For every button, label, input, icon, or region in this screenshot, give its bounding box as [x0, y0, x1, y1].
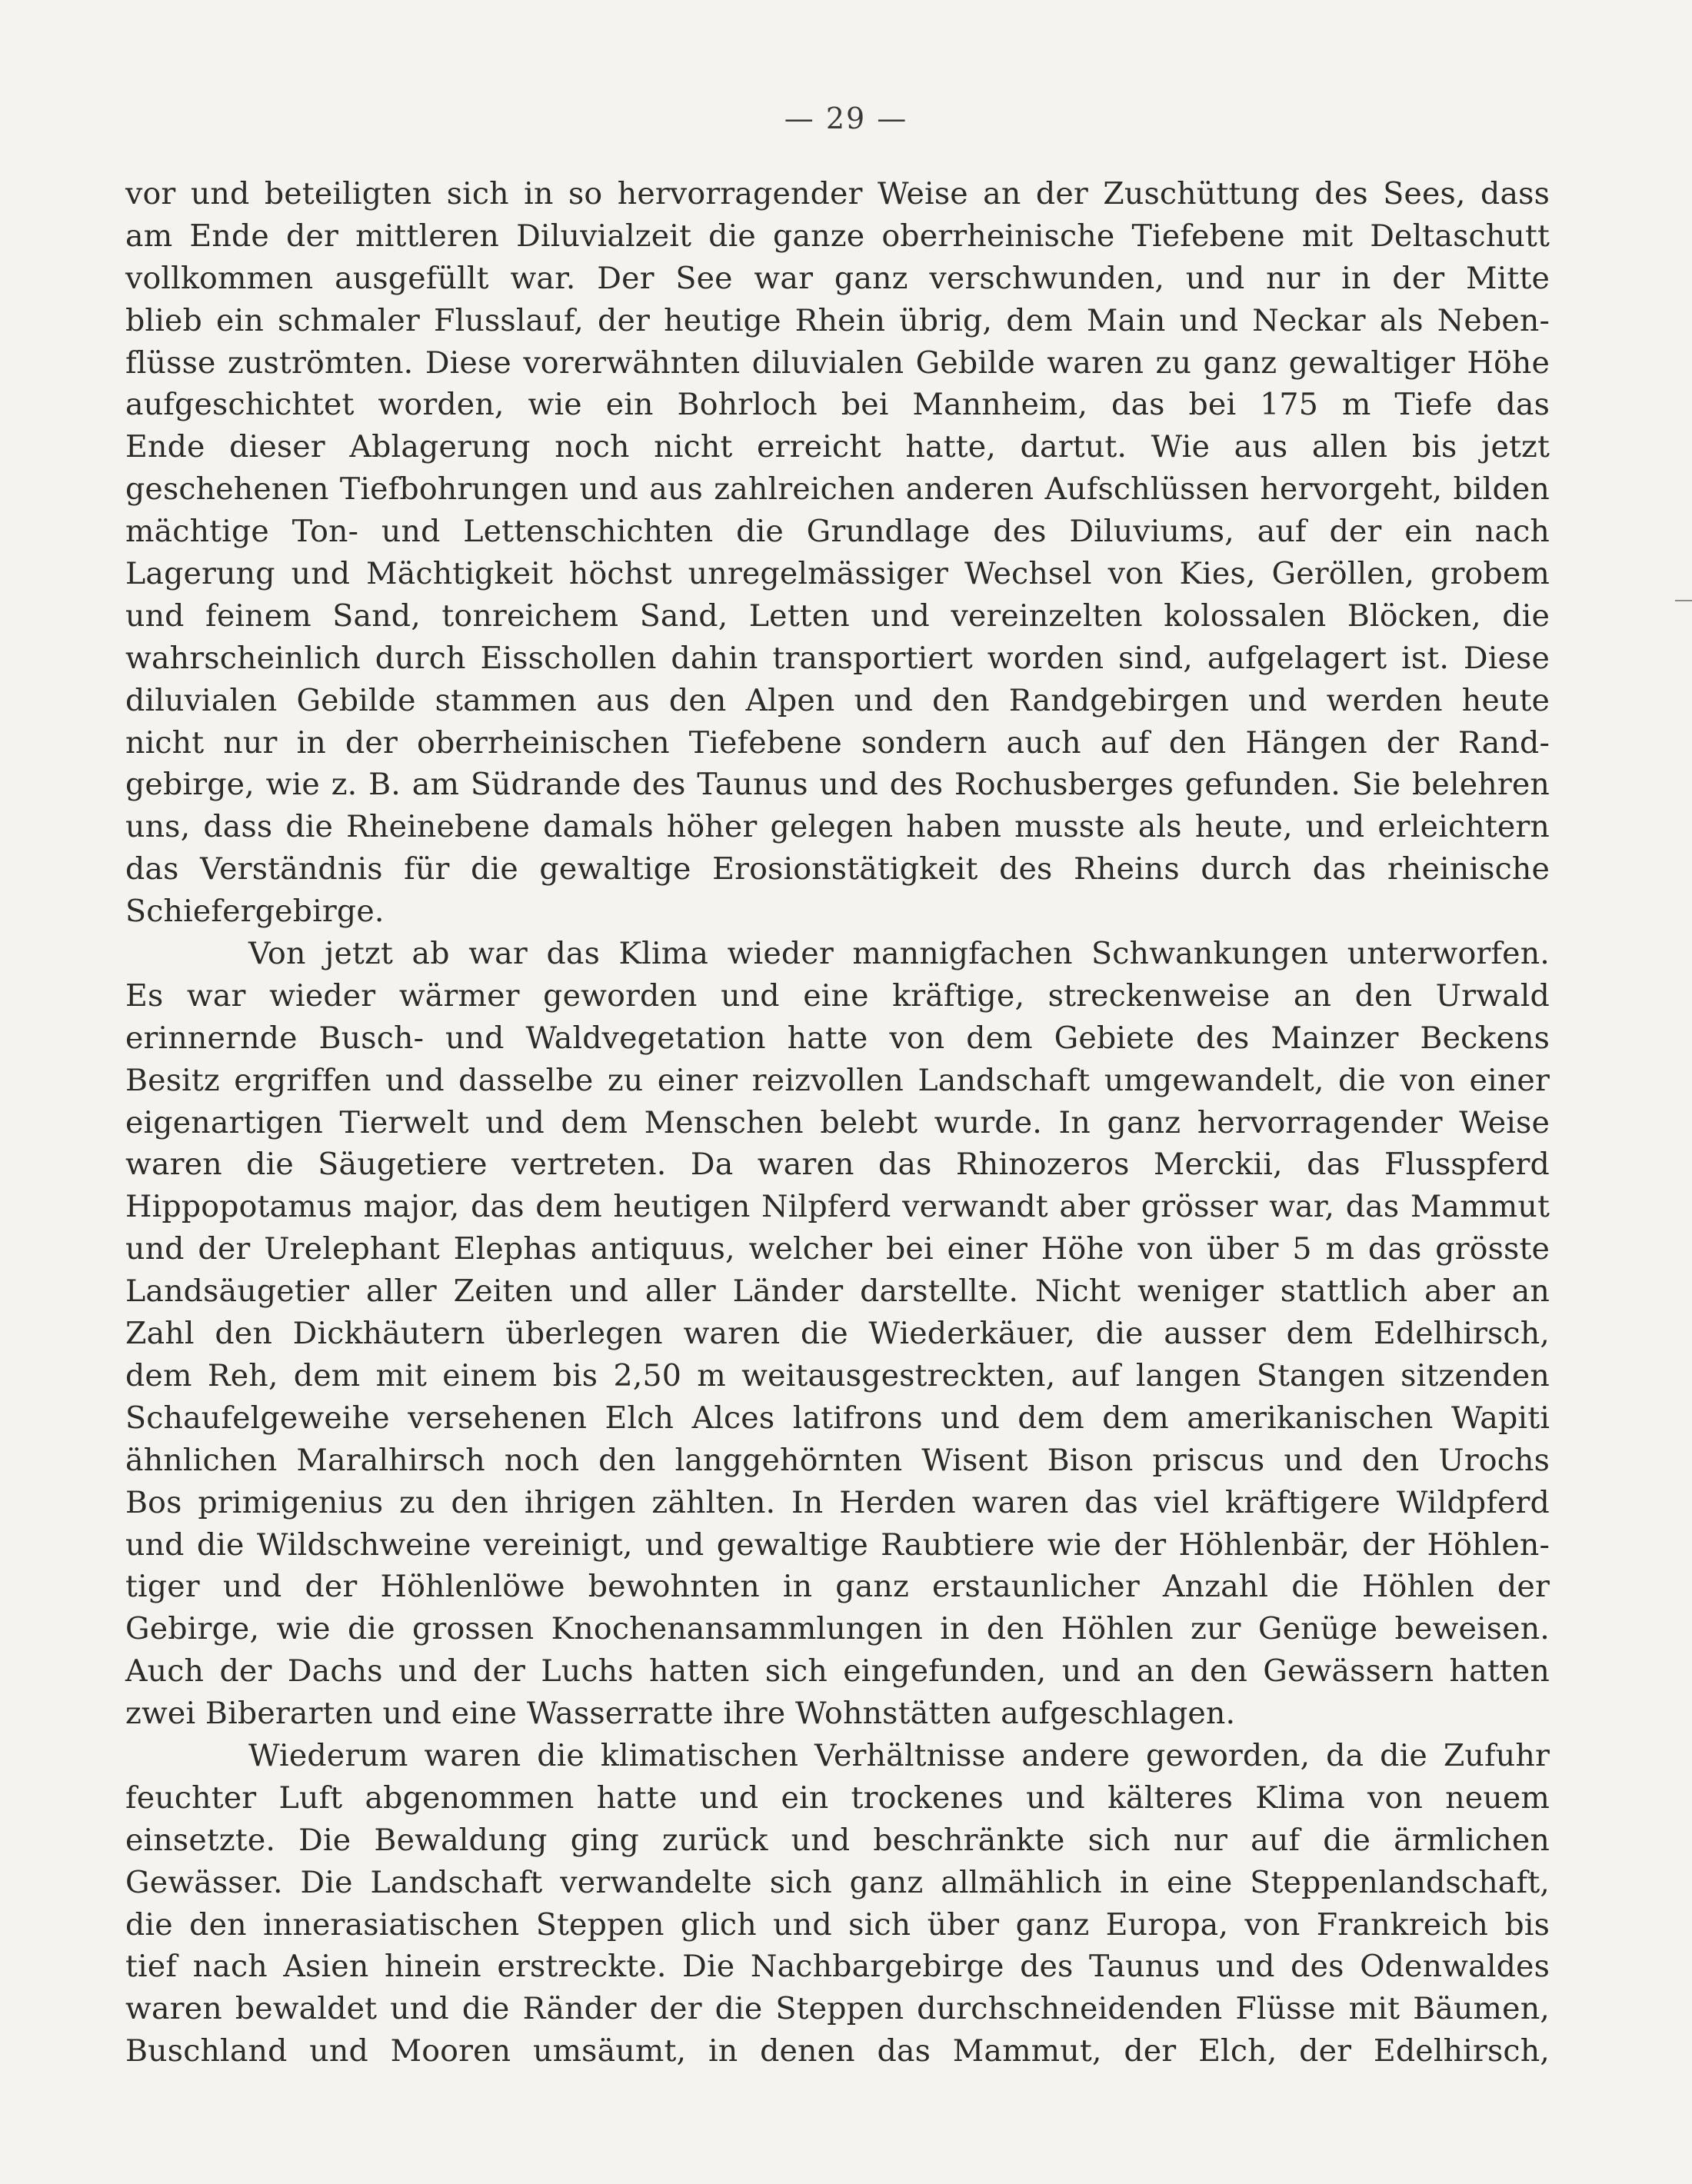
text-line: Auch der Dachs und der Luchs hatten sich eingefunden, und an den Gewässern hatten [125, 1653, 1550, 1690]
text-line: erinnernde Busch- und Waldvegetation hatte von dem Gebiete des Mainzer Beckens [125, 1020, 1550, 1056]
text-line: eigenartigen Tierwelt und dem Menschen belebt wurde. In ganz hervorragender Weise [125, 1104, 1550, 1140]
text-line: Gewässer. Die Landschaft verwandelte sich ganz allmählich in eine Steppenlandschaft, [125, 1864, 1550, 1900]
text-line: Besitz ergriffen und dasselbe zu einer reizvollen Landschaft umgewandelt, die von einer [125, 1062, 1550, 1098]
text-line: mächtige Ton- und Lettenschichten die Grundlage des Diluviums, auf der ein nach [125, 514, 1550, 550]
text-line: Zahl den Dickhäutern überlegen waren die Wiederkäuer, die ausser dem Edelhirsch, [125, 1316, 1550, 1352]
text-line: Landsäugetier aller Zeiten und aller Länder darstellte. Nicht weniger stattlich aber an [125, 1273, 1550, 1310]
text-line: flüsse zuströmten. Diese vorerwähnten diluvialen Gebilde waren zu ganz gewaltiger Höhe [125, 345, 1550, 381]
text-line: und die Wildschweine vereinigt, und gewaltige Raubtiere wie der Höhlenbär, der Höhlen- [125, 1526, 1550, 1563]
text-line: feuchter Luft abgenommen hatte und ein trockenes und kälteres Klima von neuem [125, 1779, 1550, 1816]
text-line: und der Urelephant Elephas antiquus, welcher bei einer Höhe von über 5 m das grösste [125, 1231, 1550, 1267]
text-line: das Verständnis für die gewaltige Erosionstätigkeit des Rheins durch das rheinische [125, 851, 1550, 887]
text-line: geschehenen Tiefbohrungen und aus zahlreichen anderen Aufschlüssen hervorgeht, bilden [125, 471, 1550, 508]
text-line: und feinem Sand, tonreichem Sand, Letten und vereinzelten kolossalen Blöcken, die [125, 598, 1550, 634]
margin-mark [1675, 600, 1692, 601]
text-line: Es war wieder wärmer geworden und eine kräftige, streckenweise an den Urwald [125, 977, 1550, 1014]
text-line: diluvialen Gebilde stammen aus den Alpen und den Randgebirgen und werden heute [125, 682, 1550, 718]
text-line: Bos primigenius zu den ihrigen zählten. In Herden waren das viel kräftigere Wildpferd [125, 1484, 1550, 1520]
text-line: waren die Säugetiere vertreten. Da waren das Rhinozeros Merckii, das Flusspferd [125, 1147, 1550, 1183]
text-line: tief nach Asien hinein erstreckte. Die Nachbargebirge des Taunus und des Odenwaldes [125, 1949, 1550, 1985]
page-number: — 29 — [784, 102, 908, 135]
text-line: ähnlichen Maralhirsch noch den langgehörnten Wisent Bison priscus und den Urochs [125, 1442, 1550, 1478]
text-line: die den innerasiatischen Steppen glich und sich über ganz Europa, von Frankreich bis [125, 1906, 1550, 1943]
text-line: blieb ein schmaler Flusslauf, der heutige Rhein übrig, dem Main und Neckar als Neben- [125, 302, 1550, 338]
text-line: dem Reh, dem mit einem bis 2,50 m weitausgestreckten, auf langen Stangen sitzenden [125, 1357, 1550, 1393]
text-line: gebirge, wie z. B. am Südrande des Taunus und des Rochusberges gefunden. Sie belehren [125, 767, 1550, 803]
text-line: Schaufelgeweihe versehenen Elch Alces latifrons und dem dem amerikanischen Wapiti [125, 1400, 1550, 1436]
text-line: Lagerung und Mächtigkeit höchst unregelmässiger Wechsel von Kies, Geröllen, grobem [125, 556, 1550, 592]
text-line: waren bewaldet und die Ränder der die Steppen durchschneidenden Flüsse mit Bäumen, [125, 1991, 1550, 2027]
text-line: uns, dass die Rheinebene damals höher gelegen haben musste als heute, und erleichtern [125, 809, 1550, 845]
text-line: nicht nur in der oberrheinischen Tiefebene sondern auch auf den Hängen der Rand- [125, 724, 1550, 761]
text-line: vollkommen ausgefüllt war. Der See war ganz verschwunden, und nur in der Mitte [125, 260, 1550, 296]
text-line: vor und beteiligten sich in so hervorragender Weise an der Zuschüttung des Sees, dass [125, 176, 1550, 211]
text-line: tiger und der Höhlenlöwe bewohnten in ganz erstaunlicher Anzahl die Höhlen der [125, 1569, 1550, 1605]
text-line: am Ende der mittleren Diluvialzeit die ganze oberrheinische Tiefebene mit Deltaschutt [125, 218, 1550, 254]
text-line: aufgeschichtet worden, wie ein Bohrloch bei Mannheim, das bei 175 m Tiefe das [125, 387, 1550, 423]
text-line: Hippopotamus major, das dem heutigen Nilpferd verwandt aber grösser war, das Mammut [125, 1189, 1550, 1225]
text-line: Gebirge, wie die grossen Knochenansammlungen in den Höhlen zur Genüge beweisen. [125, 1611, 1550, 1647]
text-line: Schiefergebirge. [125, 894, 385, 930]
text-line: Von jetzt ab war das Klima wieder mannigfachen Schwankungen unterworfen. [248, 936, 1550, 972]
text-line: zwei Biberarten und eine Wasserratte ihre Wohnstätten aufgeschlagen. [125, 1696, 1236, 1732]
text-line: Buschland und Mooren umsäumt, in denen das Mammut, der Elch, der Edelhirsch, [125, 2033, 1550, 2069]
text-line: wahrscheinlich durch Eisschollen dahin transportiert worden sind, aufgelagert ist. Diese [125, 640, 1550, 676]
body-text [125, 173, 1550, 2072]
text-line: Wiederum waren die klimatischen Verhältnisse andere geworden, da die Zufuhr [248, 1737, 1550, 1773]
text-line: Ende dieser Ablagerung noch nicht erreicht hatte, dartut. Wie aus allen bis jetzt [125, 429, 1550, 465]
text-line: einsetzte. Die Bewaldung ging zurück und beschränkte sich nur auf die ärmlichen [125, 1822, 1550, 1858]
